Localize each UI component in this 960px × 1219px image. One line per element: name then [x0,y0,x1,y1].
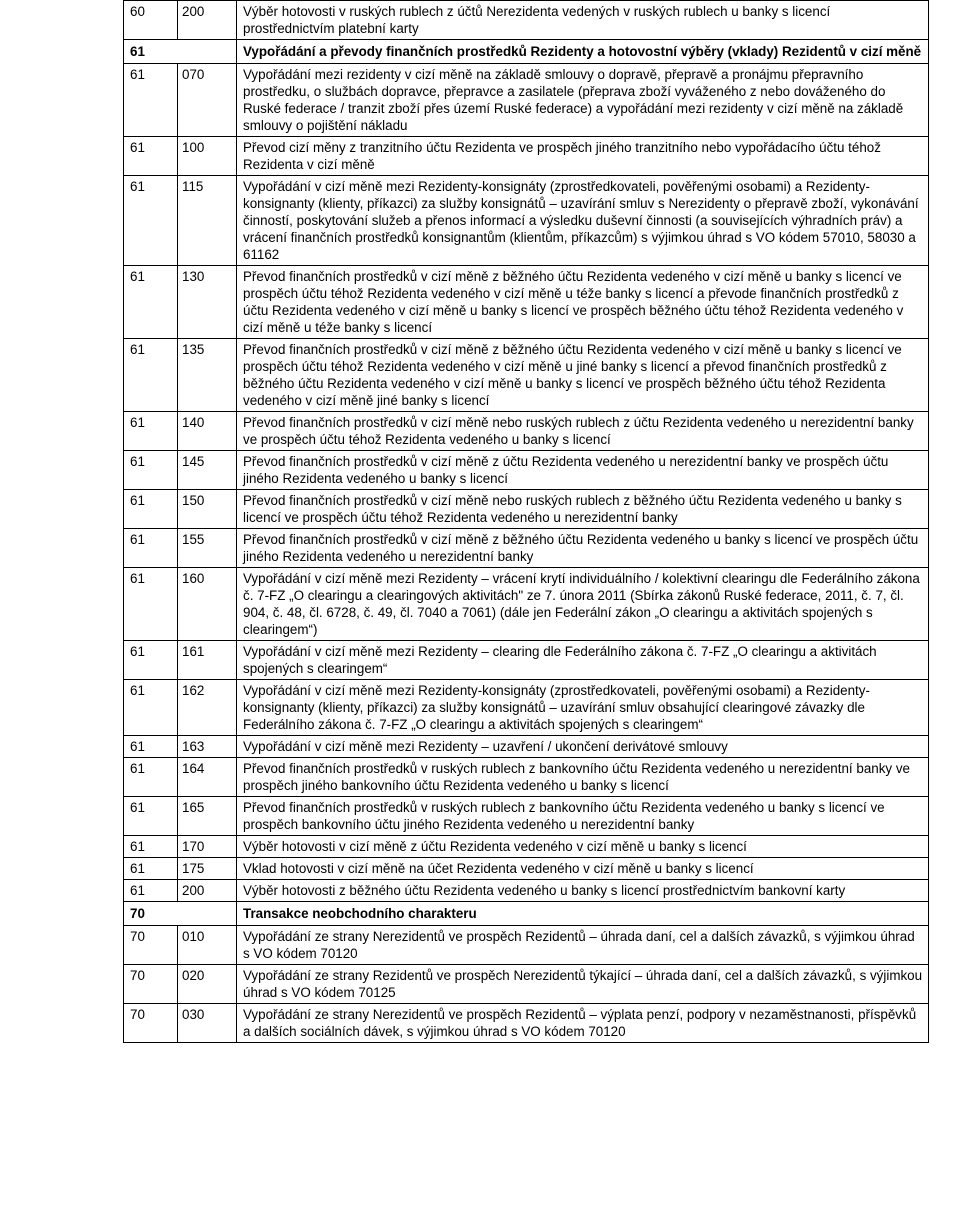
sub-code-cell: 160 [178,568,237,641]
table-row [124,736,929,758]
description-cell: Převod finančních prostředků v ruských rublech z bankovního účtu Rezidenta vedeného u banky s licencí ve prospěch bankovního účtu jiného Rezidenta vedeného u nerezidentní banky [237,797,929,836]
operation-codes-table [123,0,929,1043]
sub-code-cell: 161 [178,641,237,680]
sub-code-cell: 145 [178,451,237,490]
sub-code-cell: 140 [178,412,237,451]
table-row [124,568,929,641]
sub-code-cell: 200 [178,880,237,902]
description-cell: Vypořádání mezi rezidenty v cizí měně na základě smlouvy o dopravě, přepravě a pronájmu přepravního prostředku, o službách dopravce, přepravce a zasilatele (přeprava zboží vyváženého z nebo dováženého do Ruské federace / tranzit zboží přes území Ruské federace) a vypořádání mezi rezidenty v cizí měně na základě smlouvy o pojištění nákladu [237,64,929,137]
group-code-cell: 61 [124,412,178,451]
group-code-cell: 61 [124,680,178,736]
group-code-cell: 61 [124,339,178,412]
description-cell: Vypořádání v cizí měně mezi Rezidenty-konsignáty (zprostředkovateli, pověřenými osobami) a Rezidenty- konsignanty (klienty, příkazci) za služby konsignátů – uzavírání smluv obsahující clearingové závazky dle Federálního zákona č. 7-FZ „O clearingu a aktivitách spojených s clearingem“ [237,680,929,736]
description-cell: Převod finančních prostředků v cizí měně nebo ruských rublech z běžného účtu Rezidenta vedeného u banky s licencí ve prospěch účtu téhož Rezidenta vedeného u nerezidentní banky [237,490,929,529]
group-code-cell: 70 [124,902,178,926]
section-header-row [124,40,929,64]
table-row [124,1,929,40]
table-row [124,412,929,451]
table-row [124,858,929,880]
group-code-cell: 61 [124,451,178,490]
description-cell: Vypořádání v cizí měně mezi Rezidenty – clearing dle Federálního zákona č. 7-FZ „O clearingu a aktivitách spojených s clearingem“ [237,641,929,680]
table-row [124,758,929,797]
description-cell: Vypořádání v cizí měně mezi Rezidenty – uzavření / ukončení derivátové smlouvy [237,736,929,758]
table-row [124,176,929,266]
sub-code-cell [178,902,237,926]
description-cell: Vypořádání ze strany Nerezidentů ve prospěch Rezidentů – úhrada daní, cel a dalších závazků, s výjimkou úhrad s VO kódem 70120 [237,926,929,965]
group-code-cell: 70 [124,965,178,1004]
description-cell: Transakce neobchodního charakteru [237,902,929,926]
group-code-cell: 61 [124,64,178,137]
group-code-cell: 60 [124,1,178,40]
group-code-cell: 61 [124,836,178,858]
sub-code-cell: 030 [178,1004,237,1043]
sub-code-cell: 165 [178,797,237,836]
table-row [124,965,929,1004]
description-cell: Vypořádání ze strany Rezidentů ve prospěch Nerezidentů týkající – úhrada daní, cel a dalších závazků, s výjimkou úhrad s VO kódem 70125 [237,965,929,1004]
table-row [124,339,929,412]
sub-code-cell: 155 [178,529,237,568]
group-code-cell: 61 [124,641,178,680]
section-header-row [124,902,929,926]
sub-code-cell: 115 [178,176,237,266]
group-code-cell: 61 [124,490,178,529]
table-row [124,137,929,176]
sub-code-cell: 162 [178,680,237,736]
table-row [124,641,929,680]
description-cell: Vypořádání v cizí měně mezi Rezidenty – vrácení krytí individuálního / kolektivní clearingu dle Federálního zákona č. 7-FZ „O clearingu a clearingových aktivitách" ze 7. února 2011 (Sbírka zákonů Ruské federace, 2011, č. 7, čl. 904, č. 48, čl. 6728, č. 49, čl. 7040 a 7061) (dále jen Federální zákon „O clearingu a aktivitách spojených s clearingem“) [237,568,929,641]
table-row [124,797,929,836]
group-code-cell: 61 [124,529,178,568]
table-row [124,529,929,568]
description-cell: Převod cizí měny z tranzitního účtu Rezidenta ve prospěch jiného tranzitního nebo vypořádacího účtu téhož Rezidenta v cizí měně [237,137,929,176]
sub-code-cell: 020 [178,965,237,1004]
sub-code-cell: 164 [178,758,237,797]
table-row [124,680,929,736]
description-cell: Vypořádání ze strany Nerezidentů ve prospěch Rezidentů – výplata penzí, podpory v nezaměstnanosti, příspěvků a dalších sociálních dávek, s výjimkou úhrad s VO kódem 70120 [237,1004,929,1043]
description-cell: Převod finančních prostředků v cizí měně z běžného účtu Rezidenta vedeného u banky s licencí ve prospěch účtu jiného Rezidenta vedeného u nerezidentní banky [237,529,929,568]
group-code-cell: 61 [124,797,178,836]
table-row [124,64,929,137]
description-cell: Vypořádání v cizí měně mezi Rezidenty-konsignáty (zprostředkovateli, pověřenými osobami) a Rezidenty-konsignanty (klienty, příkazci) za služby konsignátů – uzavírání smluv s Nerezidenty o přepravě zboží, vykonávání činností, poskytování služeb a přenos informací a výsledku duševní činnosti (a souvisejících výhradních práv) a vrácení finančních prostředků konsignantům (klientům, příkazcům) s výjimkou úhrad s VO kódem 57010, 58030 a 61162 [237,176,929,266]
operation-codes-body [124,1,929,1043]
sub-code-cell: 170 [178,836,237,858]
table-row [124,880,929,902]
sub-code-cell: 010 [178,926,237,965]
description-cell: Výběr hotovosti z běžného účtu Rezidenta vedeného u banky s licencí prostřednictvím bankovní karty [237,880,929,902]
sub-code-cell: 100 [178,137,237,176]
table-row [124,1004,929,1043]
group-code-cell: 61 [124,137,178,176]
description-cell: Převod finančních prostředků v cizí měně z běžného účtu Rezidenta vedeného v cizí měně u banky s licencí ve prospěch účtu téhož Rezidenta vedeného v cizí měně u téže banky s licencí a převode finančních prostředků z účtu Rezidenta vedeného v cizí měně u banky s licencí ve prospěch běžného účtu téhož Rezidenta vedeného v cizí měně u téže banky s licencí [237,266,929,339]
description-cell: Výběr hotovosti v ruských rublech z účtů Nerezidenta vedených v ruských rublech u banky s licencí prostřednictvím platební karty [237,1,929,40]
description-cell: Výběr hotovosti v cizí měně z účtu Rezidenta vedeného v cizí měně u banky s licencí [237,836,929,858]
group-code-cell: 61 [124,40,178,64]
group-code-cell: 61 [124,176,178,266]
group-code-cell: 61 [124,736,178,758]
sub-code-cell: 163 [178,736,237,758]
group-code-cell: 61 [124,758,178,797]
description-cell: Převod finančních prostředků v cizí měně nebo ruských rublech z účtu Rezidenta vedeného u nerezidentní banky ve prospěch účtu téhož Rezidenta vedeného u banky s licencí [237,412,929,451]
description-cell: Převod finančních prostředků v cizí měně z běžného účtu Rezidenta vedeného v cizí měně u banky s licencí ve prospěch účtu téhož Rezidenta vedeného v cizí měně u jiné banky s licencí a převod finančních prostředků z běžného účtu Rezidenta vedeného v cizí měně u banky s licencí ve prospěch běžného účtu téhož Rezidenta vedeného v cizí měně jiné banky s licencí [237,339,929,412]
table-row [124,836,929,858]
table-row [124,266,929,339]
sub-code-cell: 135 [178,339,237,412]
sub-code-cell: 150 [178,490,237,529]
sub-code-cell: 175 [178,858,237,880]
description-cell: Vypořádání a převody finančních prostředků Rezidenty a hotovostní výběry (vklady) Rezidentů v cizí měně [237,40,929,64]
sub-code-cell: 200 [178,1,237,40]
table-row [124,490,929,529]
group-code-cell: 61 [124,568,178,641]
table-row [124,451,929,490]
sub-code-cell: 130 [178,266,237,339]
group-code-cell: 61 [124,858,178,880]
group-code-cell: 70 [124,1004,178,1043]
description-cell: Převod finančních prostředků v cizí měně z účtu Rezidenta vedeného u nerezidentní banky ve prospěch účtu jiného Rezidenta vedeného u banky s licencí [237,451,929,490]
sub-code-cell [178,40,237,64]
table-row [124,926,929,965]
group-code-cell: 70 [124,926,178,965]
sub-code-cell: 070 [178,64,237,137]
group-code-cell: 61 [124,880,178,902]
description-cell: Převod finančních prostředků v ruských rublech z bankovního účtu Rezidenta vedeného u nerezidentní banky ve prospěch jiného bankovního účtu Rezidenta vedeného u banky s licencí [237,758,929,797]
description-cell: Vklad hotovosti v cizí měně na účet Rezidenta vedeného v cizí měně u banky s licencí [237,858,929,880]
group-code-cell: 61 [124,266,178,339]
